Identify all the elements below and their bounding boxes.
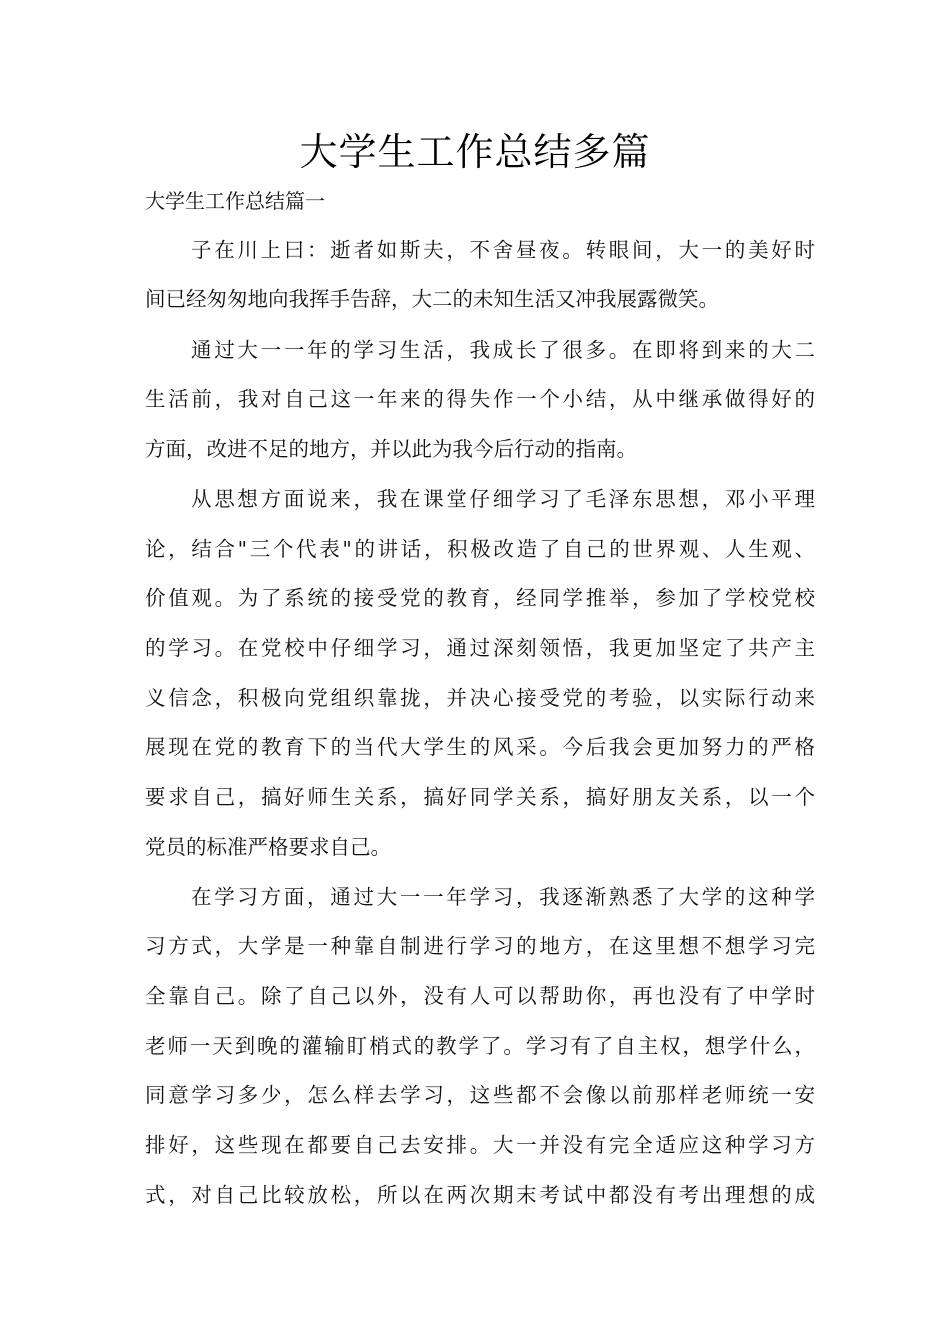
text-line: 党员的标准严格要求自己。 [145, 835, 391, 859]
text-line: 方面，改进不足的地方，并以此为我今后行动的指南。 [145, 437, 637, 461]
text-line: 老师一天到晚的灌输盯梢式的教学了。学习有了自主权，想学什么， [145, 1034, 815, 1058]
text-line: 式，对自己比较放松，所以在两次期末考试中都没有考出理想的成 [145, 1183, 815, 1207]
text-line: 通过大一一年的学习生活，我成长了很多。在即将到来的大二 [191, 338, 815, 362]
text-line: 义信念，积极向党组织靠拢，并决心接受党的考验，以实际行动来 [145, 686, 815, 710]
text-line: 在学习方面，通过大一一年学习，我逐渐熟悉了大学的这种学 [191, 885, 815, 909]
text-line: 价值观。为了系统的接受党的教育，经同学推举，参加了学校党校 [145, 586, 815, 610]
text-line: 论，结合"三个代表"的讲话，积极改造了自己的世界观、人生观、 [145, 537, 815, 561]
text-line: 子在川上曰：逝者如斯夫，不舍昼夜。转眼间，大一的美好时 [191, 238, 815, 262]
text-line: 展现在党的教育下的当代大学生的风采。今后我会更加努力的严格 [145, 735, 815, 759]
section-heading: 大学生工作总结篇一 [145, 189, 325, 213]
text-line: 从思想方面说来，我在课堂仔细学习了毛泽东思想，邓小平理 [191, 487, 815, 511]
text-line: 间已经匆匆地向我挥手告辞，大二的未知生活又冲我展露微笑。 [145, 287, 719, 311]
document-title: 大学生工作总结多篇 [299, 130, 651, 174]
text-line: 的学习。在党校中仔细学习，通过深刻领悟，我更加坚定了共产主 [145, 636, 815, 660]
text-line: 习方式，大学是一种靠自制进行学习的地方，在这里想不想学习完 [145, 934, 815, 958]
text-line: 同意学习多少，怎么样去学习，这些都不会像以前那样老师统一安 [145, 1083, 815, 1107]
text-line: 全靠自己。除了自己以外，没有人可以帮助你，再也没有了中学时 [145, 984, 815, 1008]
text-line: 生活前，我对自己这一年来的得失作一个小结，从中继承做得好的 [145, 387, 815, 411]
text-line: 要求自己，搞好师生关系，搞好同学关系，搞好朋友关系，以一个 [145, 785, 815, 809]
text-line: 排好，这些现在都要自己去安排。大一并没有完全适应这种学习方 [145, 1133, 815, 1157]
